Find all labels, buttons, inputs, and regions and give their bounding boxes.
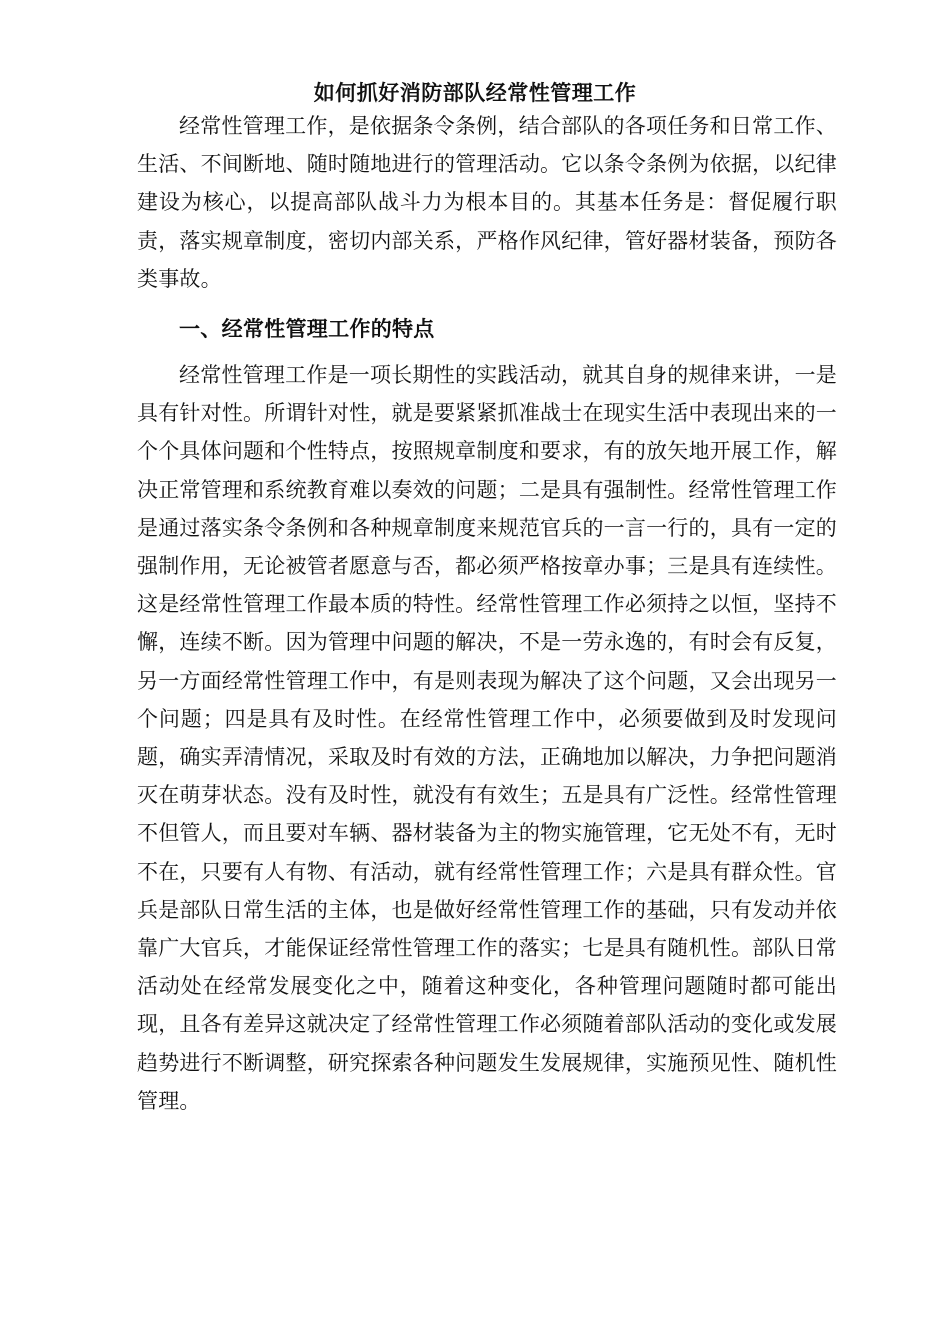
- document-title: 如何抓好消防部队经常性管理工作: [313, 81, 637, 106]
- section-heading: 一、经常性管理工作的特点: [179, 317, 435, 341]
- section-paragraph: 经常性管理工作是一项长期性的实践活动，就其自身的规律来讲，一是具有针对性。所谓针对性，就是要紧紧抓准战士在现实生活中表现出来的一个个具体问题和个性特点，按照规章制度和要求，有的放矢地开展工作，解决正常管理和系统教育难以奏效的问题；二是具有强制性。经常性管理工作是通过落实条令条例和各种规章制度来规范官兵的一言一行的，具有一定的强制作用，无论被管者愿意与否，都必须严格按章办事；三是具有连续性。这是经常性管理工作最本质的特性。经常性管理工作必须持之以恒，坚持不懈，连续不断。因为管理中问题的解决，不是一劳永逸的，有时会有反复，另一方面经常性管理工作中，有是则表现为解决了这个问题，又会出现另一个问题；四是具有及时性。在经常性管理工作中，必须要做到及时发现问题，确实弄清情况，采取及时有效的方法，正确地加以解决，力争把问题消灭在萌芽状态。没有及时性，就没有有效生；五是具有广泛性。经常性管理不但管人，而且要对车辆、器材装备为主的物实施管理，它无处不有，无时不在，只要有人有物、有活动，就有经常性管理工作；六是具有群众性。官兵是部队日常生活的主体，也是做好经常性管理工作的基础，只有发动并依靠广大官兵，才能保证经常性管理工作的落实；七是具有随机性。部队日常活动处在经常发展变化之中，随着这种变化，各种管理问题随时都可能出现，且各有差异这就决定了经常性管理工作必须随着部队活动的变化或发展趋势进行不断调整，研究探索各种问题发生发展规律，实施预见性、随机性管理。: [137, 363, 837, 1113]
- intro-paragraph: 经常性管理工作，是依据条令条例，结合部队的各项任务和日常工作、生活、不间断地、随时随地进行的管理活动。它以条令条例为依据，以纪律建设为核心，以提高部队战斗力为根本目的。其基本任务是：督促履行职责，落实规章制度，密切内部关系，严格作风纪律，管好器材装备，预防各类事故。: [137, 114, 837, 291]
